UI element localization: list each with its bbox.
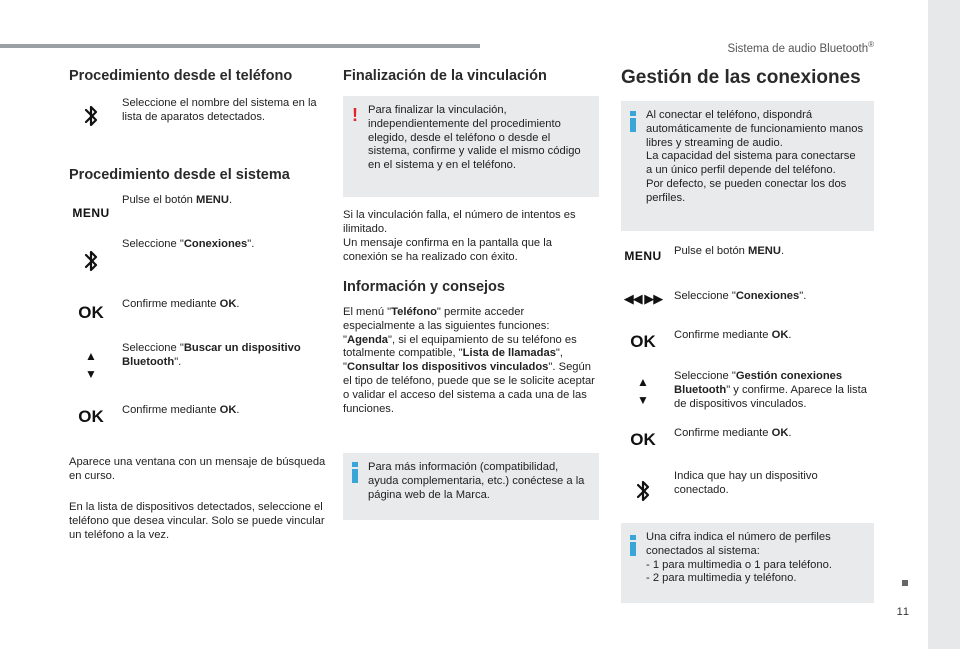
step-manage-bluetooth-connections (621, 370, 874, 410)
note-item: - 1 para multimedia o 1 para teléfono. (646, 558, 832, 571)
info-box (621, 101, 874, 231)
left-right-arrows-icon: ◀◀ ▶▶ (623, 291, 663, 306)
note-box (621, 523, 874, 603)
up-down-arrows-icon: ▲ ▼ (637, 375, 649, 407)
step-select-system-name (69, 97, 329, 137)
bluetooth-icon (621, 472, 665, 510)
up-down-arrows-icon: ▲ ▼ (85, 349, 97, 381)
note-intro: Una cifra indica el número de perfiles conectados al sistema: (646, 531, 831, 557)
step-confirm-ok (69, 404, 329, 444)
bluetooth-icon (69, 97, 113, 135)
warning-text: Para finalizar la vinculación, independientemente del procedimiento elegido, desde el teléfono o desde el sistema, confirme y valide el mismo código en el sistema y en el teléfono. (368, 104, 581, 172)
paragraph-pairing-fails: Si la vinculación falla, el número de intentos es ilimitado. (343, 209, 576, 235)
step-text: Pulse el botón MENU. (674, 245, 785, 257)
paragraph-phone-menu: El menú "Teléfono" permite acceder especialmente a las siguientes funciones: "Agenda", si el equipamiento de su teléfono es totalmente compatible, "Lista de llamadas", "Consultar los dispositivos vinculados". Según el tipo de teléfono, puede que se le solicite aceptar o validar el acceso del sistema a cada una de las funciones. (343, 306, 595, 415)
note-item: - 2 para multimedia y teléfono. (646, 572, 797, 585)
info-text-line: Al conectar el teléfono, dispondrá automáticamente de funcionamiento manos libres y streaming de audio. (646, 109, 864, 149)
step-text: Confirme mediante OK. (674, 329, 792, 341)
info-text-line: Por defecto, se pueden conectar los dos perfiles. (646, 177, 847, 204)
warning-icon: ! (352, 105, 358, 125)
step-device-connected (621, 470, 874, 510)
paragraph-connection-confirmed: Un mensaje confirma en la pantalla que la conexión se ha realizado con éxito. (343, 237, 552, 263)
step-press-menu (69, 194, 329, 234)
bluetooth-icon (69, 242, 113, 280)
info-box (343, 453, 599, 520)
step-search-device (69, 342, 329, 382)
ok-button-icon: OK (78, 303, 104, 322)
section-title-pairing-completion: Finalización de la vinculación (343, 68, 547, 84)
step-text: Seleccione "Conexiones". (674, 290, 807, 302)
step-text: Confirme mediante OK. (122, 298, 240, 310)
step-confirm-ok (621, 329, 874, 369)
step-text: Seleccione "Gestión conexiones Bluetooth" y confirme. Aparece la lista de dispositivos vinculados. (674, 370, 867, 410)
continue-marker (902, 580, 908, 586)
step-text: Seleccione "Conexiones". (122, 238, 255, 250)
step-select-connections (69, 238, 329, 278)
section-title-phone-procedure: Procedimiento desde el teléfono (69, 68, 293, 84)
step-text: Seleccione "Buscar un dispositivo Bluetooth". (122, 342, 301, 368)
step-text: Confirme mediante OK. (674, 427, 792, 439)
info-icon (352, 462, 358, 483)
section-title-system-procedure: Procedimiento desde el sistema (69, 167, 290, 183)
info-icon (630, 535, 636, 556)
menu-button-icon: MENU (624, 249, 662, 263)
step-text: Indica que hay un dispositivo conectado. (674, 470, 818, 496)
warning-box (343, 96, 599, 197)
step-confirm-ok (69, 298, 329, 338)
step-press-menu (621, 245, 874, 285)
ok-button-icon: OK (630, 332, 656, 351)
section-title-info-tips: Información y consejos (343, 279, 505, 295)
info-text: Para más información (compatibilidad, ayuda complementaria, etc.) conéctese a la página web de la Marca. (368, 461, 585, 501)
info-icon (630, 111, 636, 132)
info-text-line: La capacidad del sistema para conectarse a un único perfil depende del teléfono. (646, 150, 856, 177)
step-text: Pulse el botón MENU. (122, 194, 233, 206)
step-confirm-ok (621, 427, 874, 467)
menu-button-icon: MENU (72, 206, 110, 220)
ok-button-icon: OK (78, 407, 104, 426)
section-title-connection-management: Gestión de las conexiones (621, 67, 861, 88)
page-number: 11 (896, 606, 910, 618)
step-text: Seleccione el nombre del sistema en la lista de aparatos detectados. (122, 97, 317, 123)
page-header-title: Sistema de audio Bluetooth® (727, 40, 874, 55)
paragraph-select-phone: En la lista de dispositivos detectados, seleccione el teléfono que desea vincular. Solo se puede vincular un teléfono a la vez. (69, 501, 325, 541)
ok-button-icon: OK (630, 430, 656, 449)
page-margin-strip (928, 0, 960, 649)
step-text: Confirme mediante OK. (122, 404, 240, 416)
paragraph-search-message: Aparece una ventana con un mensaje de búsqueda en curso. (69, 456, 326, 482)
header-rule (0, 44, 480, 48)
